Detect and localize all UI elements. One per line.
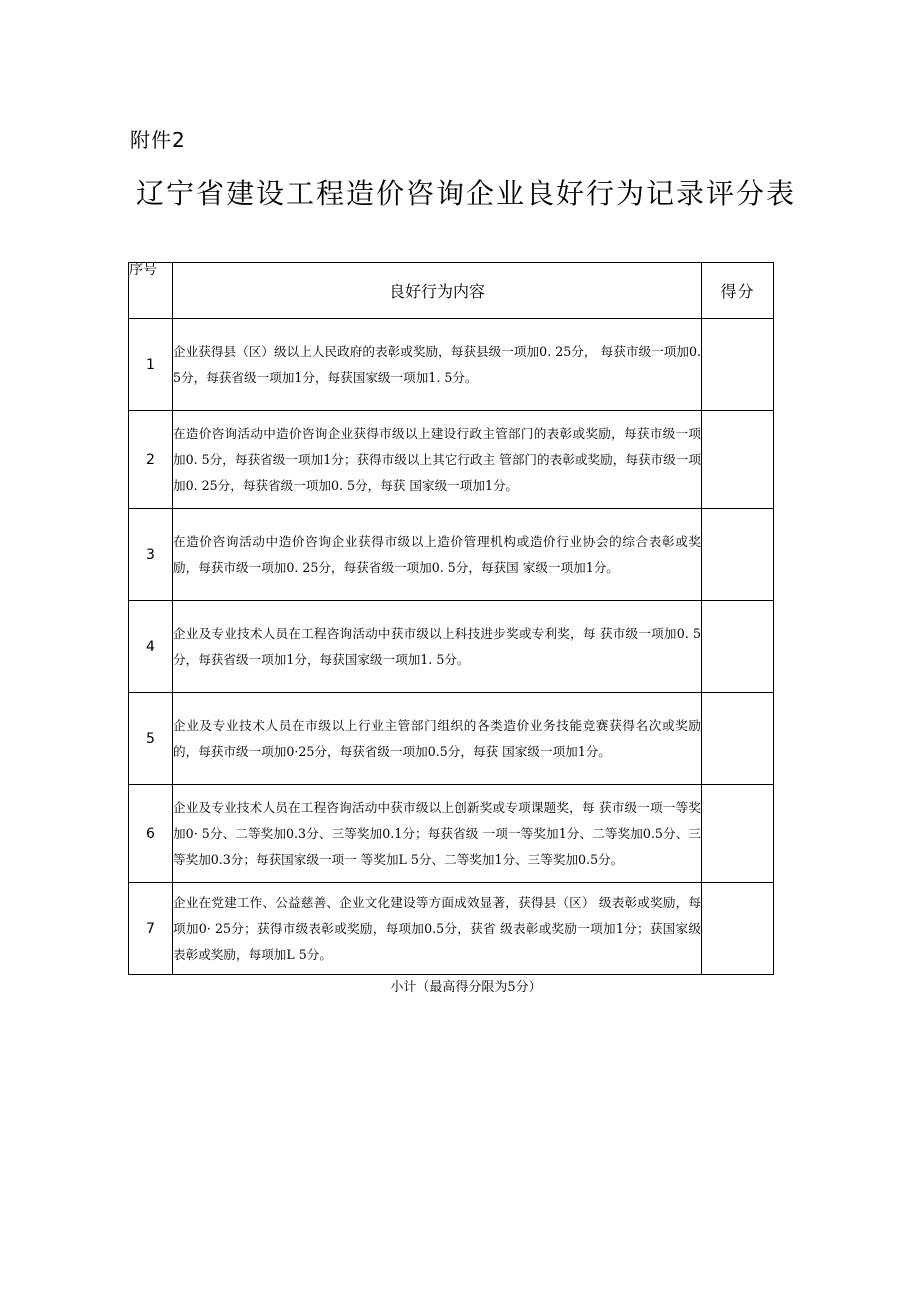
table-row: [129, 509, 774, 601]
row-score[interactable]: [702, 785, 774, 883]
row-number: 6: [129, 785, 173, 883]
row-content: 在造价咨询活动中造价咨询企业获得市级以上建设行政主管部门的表彰或奖励，每获市级一项加0. 5分，每获省级一项加1分；获得市级以上其它行政主 管部门的表彰或奖励，每获市级一项加0. 25分，每获省级一项加0. 5分，每获 国家级一项加1分。: [173, 411, 702, 509]
row-number: 7: [129, 883, 173, 975]
header-seq: 序号: [129, 263, 173, 319]
table-row: [129, 883, 774, 975]
row-score[interactable]: [702, 319, 774, 411]
header-content: 良好行为内容: [173, 263, 702, 319]
subtotal-note: 小计（最高得分限为5分）: [390, 980, 542, 995]
row-number: 5: [129, 693, 173, 785]
table-row: [129, 693, 774, 785]
row-content: 企业在党建工作、公益慈善、企业文化建设等方面成效显著，获得县（区） 级表彰或奖励，每项加0· 25分；获得市级表彰或奖励，每项加0.5分，获省 级表彰或奖励一项加1分；获国家级表彰或奖励，每项加L 5分。: [173, 883, 702, 975]
table-row: [129, 319, 774, 411]
table-row: [129, 601, 774, 693]
table-row: [129, 411, 774, 509]
row-content: 企业获得县（区）级以上人民政府的表彰或奖励，每获县级一项加0. 25分， 每获市级一项加0. 5分，每获省级一项加1分，每获国家级一项加1. 5分。: [173, 319, 702, 411]
row-score[interactable]: [702, 411, 774, 509]
row-content: 企业及专业技术人员在工程咨询活动中获市级以上创新奖或专项课题奖，每 获市级一项一等奖加0· 5分、二等奖加0.3分、三等奖加0.1分；每获省级 一项一等奖加1分、二等奖加0.5分、三等奖加0.3分；每获国家级一项一 等奖加L 5分、二等奖加1分、三等奖加0.5分。: [173, 785, 702, 883]
page-title: 辽宁省建设工程造价咨询企业良好行为记录评分表: [135, 177, 796, 210]
attachment-label: 附件2: [130, 128, 186, 152]
scoring-table: [128, 262, 774, 975]
row-number: 2: [129, 411, 173, 509]
row-number: 4: [129, 601, 173, 693]
header-score: 得分: [702, 263, 774, 319]
row-content: 在造价咨询活动中造价咨询企业获得市级以上造价管理机构或造价行业协会的综合表彰或奖励，每获市级一项加0. 25分，每获省级一项加0. 5分，每获国 家级一项加1分。: [173, 509, 702, 601]
row-score[interactable]: [702, 509, 774, 601]
row-number: 3: [129, 509, 173, 601]
row-score[interactable]: [702, 883, 774, 975]
row-content: 企业及专业技术人员在工程咨询活动中获市级以上科技进步奖或专利奖，每 获市级一项加0. 5分，每获省级一项加1分，每获国家级一项加1. 5分。: [173, 601, 702, 693]
table-header-row: [129, 263, 774, 319]
row-score[interactable]: [702, 601, 774, 693]
row-score[interactable]: [702, 693, 774, 785]
row-number: 1: [129, 319, 173, 411]
row-content: 企业及专业技术人员在市级以上行业主管部门组织的各类造价业务技能竞赛获得名次或奖励的，每获市级一项加0·25分，每获省级一项加0.5分，每获 国家级一项加1分。: [173, 693, 702, 785]
table-row: [129, 785, 774, 883]
